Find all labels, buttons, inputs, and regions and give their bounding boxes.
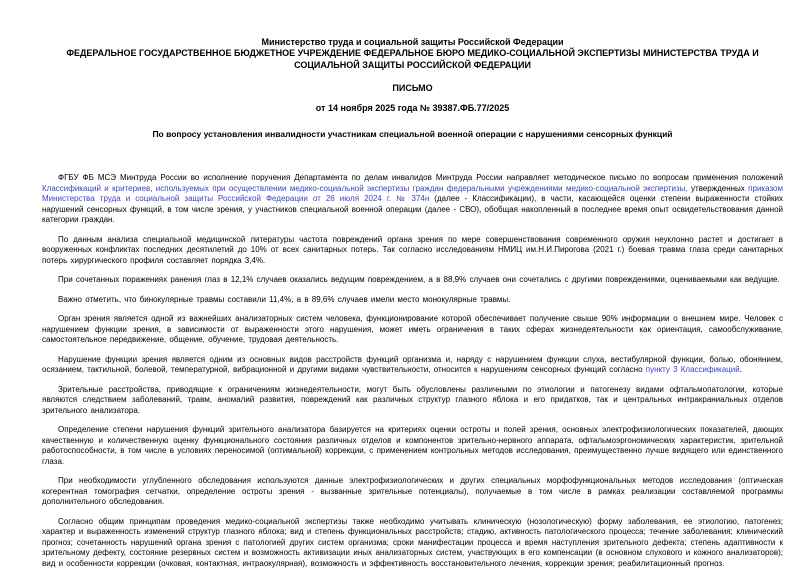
- paragraph: [42, 173, 783, 226]
- organization-name: ФЕДЕРАЛЬНОЕ ГОСУДАРСТВЕННОЕ БЮДЖЕТНОЕ УЧРЕЖДЕНИЕ ФЕДЕРАЛЬНОЕ БЮРО МЕДИКО-СОЦИАЛЬНОЙ ЭКСПЕРТИЗЫ МИНИСТЕРСТВА ТРУДА И СОЦИАЛЬНОЙ ЗАЩИТЫ РОССИЙСКОЙ ФЕДЕРАЦИИ: [66, 48, 759, 70]
- paragraph-text: Важно отметить, что бинокулярные травмы составили 11,4%, а в 89,6% случаев имели место монокулярные травмы.: [58, 294, 511, 304]
- paragraph-text: Нарушение функции зрения является одним из основных видов расстройств функций организма и, наряду с нарушением функции слуха, вестибулярной функции, болью, обонянием, осязанием, тактильной, болевой, температурной, вибрационной и другими видами чувствительности, относится к нарушениям сенсорных функций согласно: [42, 354, 783, 374]
- paragraph-text: При необходимости углубленного обследования используются данные электрофизиологических и других специальных морфофункциональных методов исследования (оптическая когерентная томография сетчатки, определение остроты зрения - вызванные зрительные потенциалы), получаемые в том числе в рамках реализации составляемой программы дополнительного обследования.: [42, 476, 783, 506]
- document-type: ПИСЬМО: [392, 83, 433, 93]
- paragraph-text: Зрительные расстройства, приводящие к ограничениям жизнедеятельности, могут быть обусловлены различными по этиологии и патогенезу видами офтальмопатологии, которые являются следствием заболеваний, травм, аномалий развития, повреждений как различных структур глазного яблока и его придатков, так и центральных интракраниальных отделов зрительного анализатора.: [42, 384, 783, 415]
- document-link[interactable]: приказом Министерства труда и социальной защиты Российской Федерации от 26 июля 2024 г. № 374н: [42, 183, 783, 203]
- paragraph-text: При сочетанных поражениях ранения глаз в 12,1% случаев оказались ведущим повреждением, а в 88,9% случаев они сочетались с другими повреждениями, оцениваемыми как ведущие.: [58, 275, 780, 284]
- paragraph: [42, 425, 783, 467]
- document-link[interactable]: пункту 3 Классификаций: [645, 365, 740, 374]
- paragraph: [42, 314, 783, 346]
- document-header: [42, 36, 783, 140]
- document-body: [42, 173, 783, 569]
- paragraph-text: ФГБУ ФБ МСЭ Минтруда России во исполнение поручения Департамента по делам инвалидов Минтруда России направляет методическое письмо по вопросам применения положений: [58, 173, 783, 182]
- paragraph-text: По данным анализа специальной медицинской литературы частота повреждений органа зрения по мере совершенствования современного оружия неуклонно растет и достигает в вооруженных конфликтах последних десятилетий до 10% от всех санитарных потерь. Так согласно исследованиям НМИЦ им.Н.И.Пирогова (2021 г.) боевая травма глаза среди санитарных потерь хирургического профиля составляет порядка 3,4%.: [42, 234, 783, 265]
- document-date-number: от 14 ноября 2025 года № 39387.ФБ.77/2025: [315, 103, 510, 113]
- paragraph: [42, 295, 783, 306]
- paragraph-text: .: [739, 365, 742, 374]
- paragraph: [42, 275, 783, 286]
- paragraph: [42, 517, 783, 570]
- paragraph-text: Определение степени нарушения функций зрительного анализатора базируется на критериях оценки остроты и полей зрения, основных электрофизиологических показателей, дающих качественную и количественную оценку функционального состояния различных отделов и компонентов зрительно-нервного аппарата, офтальмоэргономических характеристик, зрительной работоспособности, в том числе в условиях переносимой (оптимальной) коррекции, с применением контрольных методов исследования, преимущественно лучше видящего или единственного глаза.: [42, 425, 783, 466]
- paragraph: [42, 385, 783, 417]
- document-link[interactable]: Классификаций и критериев, используемых при осуществлении медико-социальной экспертизы граждан федеральными учреждениями медико-социальной экспертизы,: [42, 183, 688, 193]
- paragraph-text: Орган зрения является одной из важнейших анализаторных систем человека, функционирование которой обеспечивает получение свыше 90% информации о внешнем мире. Человек с нарушением функции зрения, в зависимости от выраженности этого нарушения, может иметь ограничения в таких сферах жизнедеятельности как ориентация, самообслуживание, самостоятельное передвижение, общение, обучение, трудовая деятельность.: [42, 314, 783, 344]
- paragraph-text: Согласно общим принципам проведения медико-социальной экспертизы также необходимо учитывать клиническую (нозологическую) форму заболевания, ее этиологию, патогенез; характер и выраженность изменений структур глазного яблока; вид и степень функциональных расстройств; стадию, активность патологического процесса; течение заболевания; клинический прогноз; сочетанность нарушений органа зрения с патологией других систем организма; сроки манифестации процесса и время наступления зрительного дефекта; степень адаптивности к зрительному дефекту, состояние резервных систем и возможность активизации иных анализаторных систем, участвующих в его компенсации (в основном слухового и кожного анализаторов); вид и особенности коррекции (очковая, контактная, интраокулярная), возможность и эффективность восстановительного лечения, коррекции зрения; реабилитационный прогноз.: [42, 516, 783, 568]
- paragraph: [42, 476, 783, 508]
- paragraph: [42, 355, 783, 376]
- paragraph-text: (далее - Классификации), в части, касающейся оценки степени выраженности стойких нарушений сенсорных функций, в том числе зрения, у участников специальной военной операции (далее - СВО), обобщая накопленный в последнее время опыт освидетельствования данной категории граждан.: [42, 194, 783, 224]
- paragraph: [42, 235, 783, 267]
- ministry-line: Министерство труда и социальной защиты Российской Федерации: [261, 37, 564, 47]
- paragraph-text: утвержденных: [687, 183, 749, 193]
- document-subject: По вопросу установления инвалидности участникам специальной военной операции с нарушениями сенсорных функций: [152, 129, 673, 139]
